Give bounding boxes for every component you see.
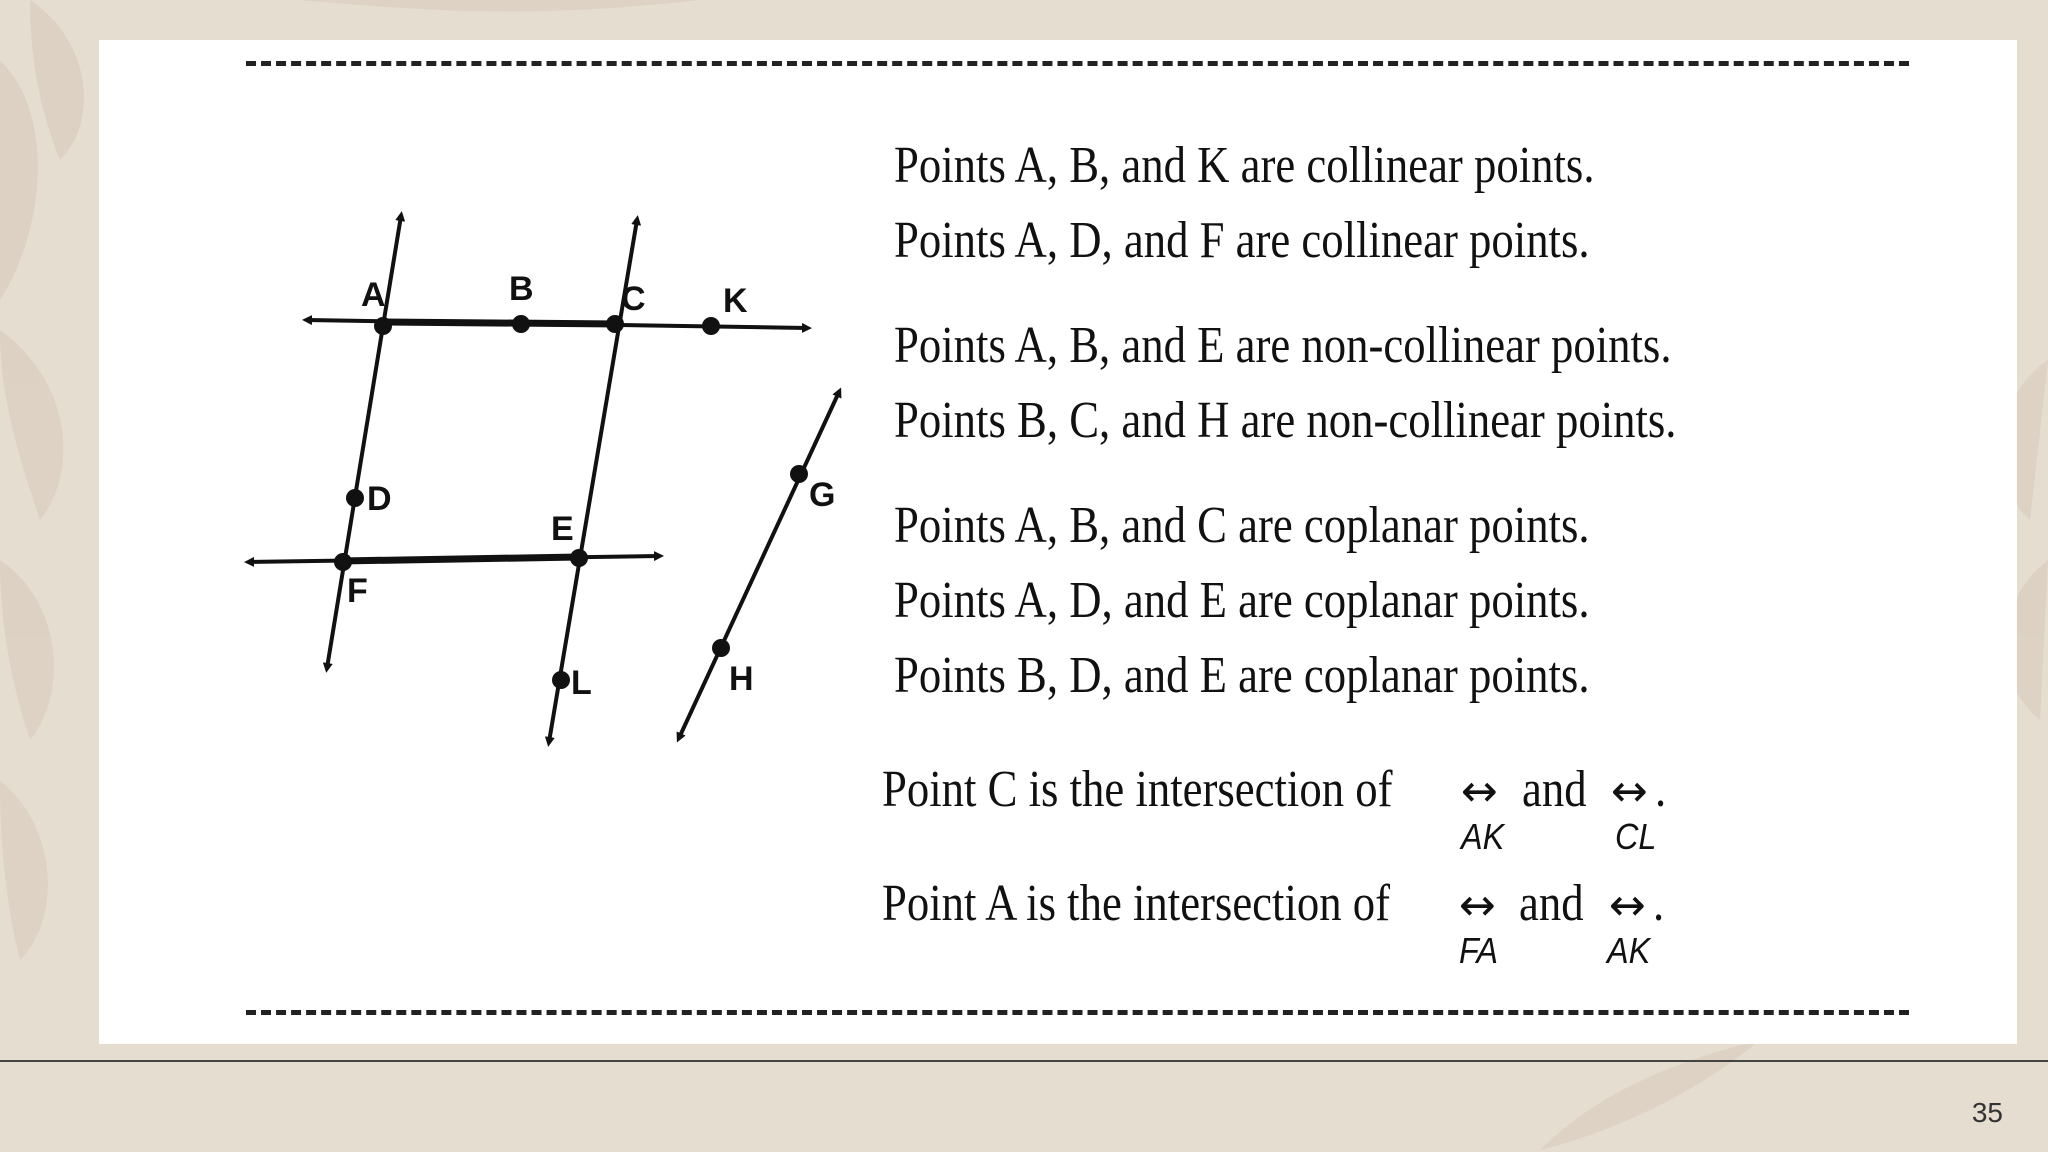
intersection-2-prefix: Point A is the intersection of [882,875,1391,932]
statement-coplanar-2: Points A, D, and E are coplanar points. [894,572,1590,629]
intersection-1-middle: and [1522,761,1587,818]
point-h [712,639,730,657]
top-divider [246,61,1909,66]
point-k [702,317,720,335]
intersection-2-line1: FA [1459,930,1499,971]
point-b [512,315,530,333]
statement-collinear-2: Points A, D, and F are collinear points. [894,212,1590,269]
line-symbol-2b: ↔ [1609,880,1646,931]
statement-noncollinear-2: Points B, C, and H are non-collinear points. [894,392,1677,449]
label-g: G [809,476,836,514]
bottom-divider [246,1010,1909,1015]
intersection-1-end: . [1655,761,1667,818]
line-symbol-2a: ↔ [1459,880,1496,931]
intersection-1-line1: AK [1461,816,1505,857]
label-l: L [571,664,592,702]
statement-coplanar-3: Points B, D, and E are coplanar points. [894,647,1590,704]
line-symbol-1b: ↔ [1611,766,1648,817]
geometry-figure [239,160,959,780]
slide-content [99,40,2017,1044]
label-f: F [347,572,368,610]
segment-ac [384,322,619,324]
statement-coplanar-1: Points A, B, and C are coplanar points. [894,497,1590,554]
label-e: E [551,510,574,548]
point-g [790,465,808,483]
page-number: 35 [1971,1097,2003,1128]
intersection-1-line2: CL [1615,816,1657,857]
label-a: A [361,276,386,314]
point-d [346,489,364,507]
point-l [552,671,570,689]
label-d: D [367,480,392,518]
intersection-2-line2: AK [1607,930,1651,971]
footer-divider [0,1060,2048,1062]
line-gh [679,392,839,738]
intersection-2-middle: and [1519,875,1584,932]
point-a [374,317,392,335]
label-b: B [509,270,534,308]
label-c: C [621,280,646,318]
label-k: K [723,282,748,320]
segment-fe [341,557,579,561]
point-f [334,553,352,571]
statement-collinear-1: Points A, B, and K are collinear points. [894,137,1595,194]
intersection-2-end: . [1653,875,1665,932]
statement-noncollinear-1: Points A, B, and E are non-collinear points. [894,317,1672,374]
line-symbol-1a: ↔ [1461,766,1498,817]
label-h: H [729,660,754,698]
intersection-1-prefix: Point C is the intersection of [882,761,1393,818]
point-e [570,549,588,567]
